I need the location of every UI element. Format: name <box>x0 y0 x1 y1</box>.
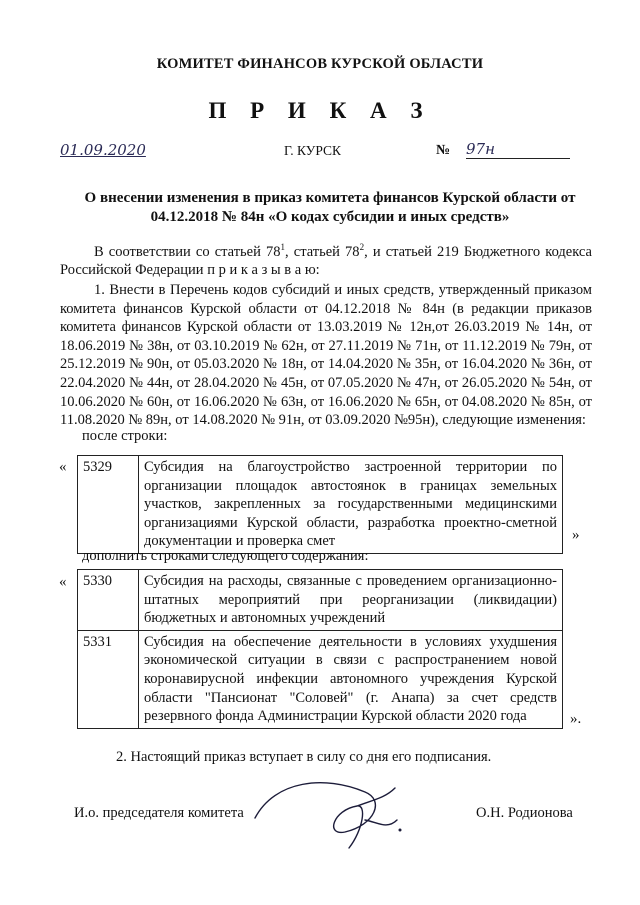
document-number: 97н <box>466 140 570 159</box>
preamble-sup-1: 1 <box>280 242 285 252</box>
table-row <box>78 456 563 554</box>
row-description: Субсидия на расходы, связанные с проведением организационно-штатных мероприятий при реорганизации (ликвидации) бюджетных и автономных учреждений <box>139 570 563 631</box>
quote-open: « <box>59 459 67 475</box>
quote-close-final: ». <box>570 711 582 727</box>
preamble-sup-2: 2 <box>359 242 365 252</box>
organization-name: КОМИТЕТ ФИНАНСОВ КУРСКОЙ ОБЛАСТИ <box>156 56 484 72</box>
row-description: Субсидия на обеспечение деятельности в условиях ухудшения экономической ситуации в связи с распространением новой коронавирусной инфекции автономного учреждения Курской области "Пансионат "Соловей" (г. Анапа) за счет средств резервного фонда Администрации Курской области 2020 года <box>139 630 563 728</box>
quote-close: » <box>572 527 580 543</box>
preamble-text-3: , и статьей 219 Бюджетного кодекса Российской Федерации п р и к а з ы в а ю: <box>60 243 592 279</box>
row-code: 5330 <box>78 570 139 631</box>
handwritten-signature <box>245 770 415 860</box>
item-1 <box>60 281 592 430</box>
document-date: 01.09.2020 <box>60 141 146 159</box>
signatory-name: О.Н. Родионова <box>476 805 573 821</box>
signature-drawing <box>245 770 415 860</box>
after-line-label: после строки: <box>82 428 168 444</box>
item-2: 2. Настоящий приказ вступает в силу со дня его подписания. <box>116 749 492 765</box>
document-city: Г. КУРСК <box>284 143 342 158</box>
preamble-text-2: , статьей 78 <box>285 243 360 260</box>
number-sign: № <box>436 143 451 158</box>
table-row <box>78 570 563 631</box>
row-code: 5331 <box>78 630 139 728</box>
document-subject: О внесении изменения в приказ комитета финансов Курской области от 04.12.2018 № 84н «О кодах субсидии и иных средств» <box>84 190 576 225</box>
table-row <box>78 630 563 728</box>
row-code: 5329 <box>78 456 139 554</box>
existing-row-table <box>77 455 563 554</box>
preamble-text-1: В соответствии со статьей 78 <box>94 243 281 260</box>
new-rows-table <box>77 569 563 729</box>
add-rows-label: дополнить строками следующего содержания: <box>82 548 369 564</box>
signatory-position: И.о. председателя комитета <box>74 805 244 821</box>
row-description: Субсидия на благоустройство застроенной территории по организации площадок автостоянок в границах земельных участков, закрепленных за государственными медицинскими организациями Курской области, разработка проектно-сметной документации и проверка смет <box>139 456 563 554</box>
quote-open: « <box>59 574 67 590</box>
document-title: П Р И К А З <box>208 98 432 123</box>
preamble <box>60 238 592 280</box>
item-1-text: 1. Внести в Перечень кодов субсидий и иных средств, утвержденный приказом комитета финансов Курской области от 04.12.2018 № 84н (в редакции приказов комитета финансов Курской области от 13.03.2019 № 12н,от 26.03.2019 № 14н, от 18.06.2019 № 38н, от 03.10.2019 № 62н, от 27.11.2019 № 71н, от 11.12.2019 № 79н, от 25.12.2019 № 90н, от 05.03.2020 № 18н, от 14.04.2020 № 35н, от 16.04.2020 № 36н, от 22.04.2020 № 44н, от 28.04.2020 № 45н, от 07.05.2020 № 47н, от 26.05.2020 № 54н, от 10.06.2020 № 60н, от 16.06.2020 № 63н, от 16.06.2020 № 65н, от 04.08.2020 № 85н, от 11.08.2020 № 89н, от 14.08.2020 № 91н, от 03.09.2020 №95н), следующие изменения: <box>60 282 592 429</box>
